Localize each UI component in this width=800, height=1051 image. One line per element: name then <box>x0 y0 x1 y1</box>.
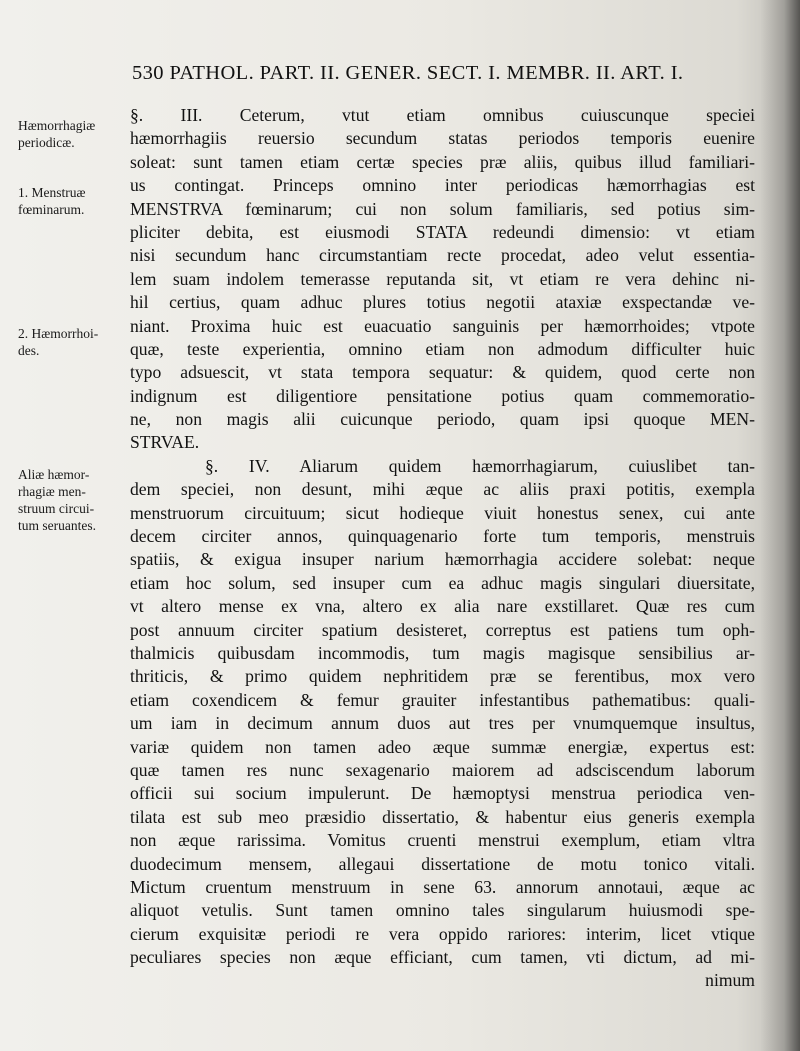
body-line: dem speciei, non desunt, mihi æque ac aliis praxi potitis, exempla <box>130 479 755 500</box>
body-line: etiam hoc solum, sed insuper cum ea adhuc magis singulari diuersitate, <box>130 572 755 593</box>
margin-note-line: struum circui- <box>18 501 95 516</box>
body-line: duodecimum mensem, allegaui dissertatione de motu tonico vitali. <box>130 853 755 874</box>
margin-note-line: fœminarum. <box>18 202 85 217</box>
body-line: nisi secundum hanc circumstantiam recte procedat, adeo velut essentia- <box>130 245 755 266</box>
margin-note-line: Aliæ hæmor- <box>18 467 90 482</box>
body-line: §. IV. Aliarum quidem hæmorrhagiarum, cuiuslibet tan- <box>205 455 755 476</box>
body-line: non æque rarissima. Vomitus cruenti menstrui exemplum, etiam vltra <box>130 830 755 851</box>
body-line: §. III. Ceterum, vtut etiam omnibus cuiuscunque speciei <box>130 105 755 125</box>
gutter-shadow <box>760 0 800 1051</box>
running-head: 530 PATHOL. PART. II. GENER. SECT. I. MEMBR. II. ART. I. <box>132 62 684 84</box>
body-line: etiam coxendicem & femur grauiter infestantibus pathematibus: quali- <box>130 689 755 710</box>
body-line: hil certius, quam adhuc plures totius negotii ataxiæ exspectandæ ve- <box>130 292 755 313</box>
margin-note-line: des. <box>18 343 40 358</box>
body-line: us contingat. Princeps omnino inter periodicas hæmorrhagias est <box>130 175 755 196</box>
body-line: pliciter debita, est eiusmodi STATA redeundi dimensio: vt etiam <box>130 221 755 242</box>
margin-note-haemorrhagiae-periodicae <box>18 117 128 151</box>
margin-note-haemorrhoides <box>18 325 128 359</box>
body-line: Mictum cruentum menstruum in sene 63. annorum annotaui, æque ac <box>130 876 755 897</box>
margin-note-line: periodicæ. <box>18 135 75 150</box>
catchword: nimum <box>705 970 755 991</box>
body-line: cierum exquisitæ periodi re vera oppido rariores: interim, licet vtique <box>130 923 755 944</box>
body-line: officii sui socium impulerunt. De hæmoptysi menstrua periodica ven- <box>130 783 755 804</box>
body-line: niant. Proxima huic est euacuatio sanguinis per hæmorrhoides; vtpote <box>130 315 755 336</box>
margin-note-line: 2. Hæmorrhoi- <box>18 326 99 341</box>
margin-note-menstruae <box>18 184 128 218</box>
body-line: ne, non magis alii cuicunque periodo, quam ipsi quoque MEN- <box>130 409 755 430</box>
body-line: soleat: sunt tamen etiam certæ species præ aliis, quibus illud familiari- <box>130 151 755 172</box>
body-line: aliquot vetulis. Sunt tamen omnino tales singularum huiusmodi spe- <box>130 900 755 921</box>
body-line: typo adsuescit, vt stata tempora sequatur: & quidem, quod certe non <box>130 362 755 383</box>
body-line: quæ tamen res nunc sexagenario maiorem ad adsciscendum laborum <box>130 759 755 780</box>
body-line: variæ quidem non tamen adeo æque summæ energiæ, expertus est: <box>130 736 755 757</box>
body-line: thriticis, & primo quidem nephritidem præ se ferentibus, mox vero <box>130 666 755 687</box>
margin-note-line: Hæmorrhagiæ <box>18 118 96 133</box>
body-text <box>130 104 755 993</box>
body-line: tilata est sub meo præsidio dissertatio, & habentur eius generis exempla <box>130 806 755 827</box>
body-line: vt altero mense ex vna, altero ex alia nare exstillaret. Quæ res cum <box>130 596 755 617</box>
body-line: quæ, teste experientia, omnino etiam non admodum difficulter huic <box>130 338 755 359</box>
body-line: indignum est diligentiore pensitatione potius quam commemoratio- <box>130 385 755 406</box>
margin-note-line: tum seruantes. <box>18 518 96 533</box>
body-line: hæmorrhagiis reuersio secundum statas periodos temporis euenire <box>130 128 755 149</box>
body-line: um iam in decimum annum duos aut tres per vnumquemque insultus, <box>130 713 755 734</box>
body-line: decem circiter annos, quinquagenario forte tum temporis, menstruis <box>130 526 755 547</box>
body-line: MENSTRVA fœminarum; cui non solum familiaris, sed potius sim- <box>130 198 755 219</box>
body-line: spatiis, & exigua insuper narium hæmorrhagia accidere solebat: neque <box>130 549 755 570</box>
margin-note-line: 1. Menstruæ <box>18 185 86 200</box>
body-line: STRVAE. <box>130 432 200 453</box>
margin-note-aliae-haemorrhagiae <box>18 466 128 534</box>
body-line: menstruorum circuituum; sicut hodieque viuit honestus senex, cui ante <box>130 502 755 523</box>
margin-note-line: rhagiæ men- <box>18 484 86 499</box>
body-line: lem suam indolem temerasse reputanda sit, vt etiam re vera dehinc ni- <box>130 268 755 289</box>
body-line: post annuum circiter spatium desisteret, correptus est patiens tum oph- <box>130 619 755 640</box>
body-line: peculiares species non æque efficiant, cum tamen, vti dictum, ad mi- <box>130 947 755 968</box>
body-line: thalmicis quibusdam incommodis, tum magis magisque sensibilius ar- <box>130 642 755 663</box>
